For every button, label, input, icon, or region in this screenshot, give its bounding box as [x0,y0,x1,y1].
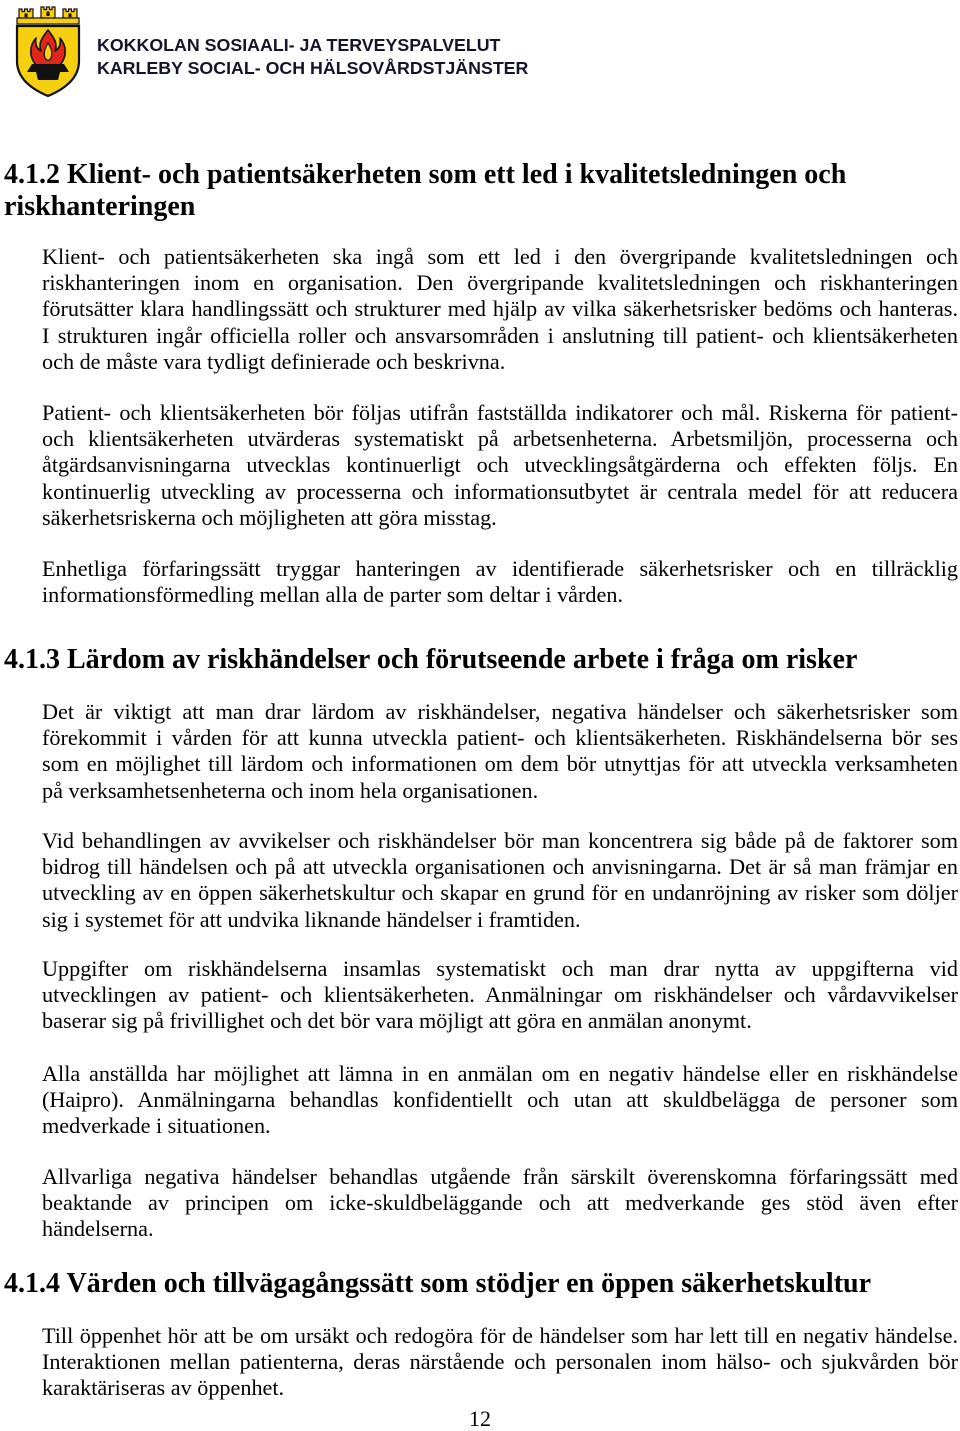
text-line: Allvarliga negativa händelser behandlas utgående från särskilt överenskomna förfaringssätt med [42,1164,958,1189]
text-line: beaktande av principen om icke-skuldbeläggande och att medverkande ges stöd även efter [42,1190,958,1216]
section-number: 4.1.4 [4,1268,60,1299]
text-line: förutsätter klara handlingssätt och strukturer med hjälp av vilka säkerhetsrisker bedöms och hanteras. [42,296,958,322]
paragraph [42,1323,958,1402]
organization-name-swedish: KARLEBY SOCIAL- OCH HÄLSOVÅRDSTJÄNSTER [97,58,529,78]
text-line: Till öppenhet hör att be om ursäkt och redogöra för de händelser som har lett till en negativ händelse. [42,1323,958,1348]
organization-name-finnish: KOKKOLAN SOSIAALI- JA TERVEYSPALVELUT [97,35,501,55]
paragraph [42,828,958,933]
text-line: Interaktionen mellan patienterna, deras närstående och personalen inom hälso- och sjukvården bör [42,1349,958,1375]
section-heading [4,159,958,223]
paragraph [42,956,958,1035]
paragraph [42,1061,958,1140]
text-line: på verksamhetsenheterna och inom hela organisationen. [42,777,539,803]
section-title: Lärdom av riskhändelser och förutseende arbete i fråga om risker [67,644,858,675]
text-line: I strukturen ingår officiella roller och ansvarsområden i anslutning till patient- och klientsäkerheten [42,322,958,348]
text-line: utvecklingen av patient- och klientsäkerheten. Anmälningar om riskhändelser och vårdavvikelser [42,982,958,1008]
paragraph [42,1164,958,1243]
section-heading [4,1268,958,1300]
text-line: karaktäriseras av öppenhet. [42,1375,285,1401]
text-line: baserar sig på frivillighet och det bör vara möjligt att göra en anmälan anonymt. [42,1008,752,1034]
paragraph [42,244,958,375]
paragraph [42,400,958,531]
text-line: Vid behandlingen av avvikelser och riskhändelser bör man koncentrera sig både på de faktorer som [42,828,958,853]
section-heading [4,644,958,676]
text-line: sig i systemet för att undvika liknande händelser i framtiden. [42,906,581,932]
paragraph [42,699,958,804]
text-line: som en möjlighet till lärdom och informationen om dem bör utnyttjas för att utveckla verksamheten [42,751,958,777]
paragraph [42,556,958,608]
text-line: Klient- och patientsäkerheten ska ingå som ett led i den övergripande kvalitetsledningen och [42,244,958,269]
page-number: 12 [469,1406,491,1431]
text-line: Uppgifter om riskhändelserna insamlas systematiskt och man drar nytta av uppgifterna vid [42,956,958,981]
text-line: och de måste vara tydligt definierade och beskrivna. [42,348,506,374]
text-line: Det är viktigt att man drar lärdom av riskhändelser, negativa händelser och säkerhetsrisker som [42,699,958,724]
text-line: riskhanteringen inom en organisation. Den övergripande kvalitetsledningen och riskhanteringen [42,270,958,296]
text-line: medverkade i situationen. [42,1113,271,1139]
section-title: Värden och tillvägagångssätt som stödjer en öppen säkerhetskultur [66,1268,872,1299]
text-line: (Haipro). Anmälningarna behandlas konfidentiellt och utan att skuldbelägga de personer som [42,1087,958,1113]
text-line: Alla anställda har möjlighet att lämna in en anmälan om en negativ händelse eller en riskhändelse [42,1061,958,1086]
coat-of-arms-icon [13,3,83,99]
text-line: och klientsäkerheten utvärderas systematiskt på arbetsenheterna. Arbetsmiljön, processerna och [42,426,958,452]
mural-crown [17,7,79,24]
text-line: Enhetliga förfaringssätt tryggar hanteringen av identifierade säkerhetsrisker och en tillräcklig [42,556,958,581]
text-line: händelserna. [42,1216,154,1242]
text-line: åtgärdsanvisningarna utvecklas kontinuerligt och utvecklingsåtgärderna och effekten följs. En [42,452,958,478]
text-line: förekommit i vården för att kunna utveckla patient- och klientsäkerheten. Riskhändelserna bör ses [42,725,958,751]
section-number: 4.1.3 [4,644,60,675]
section-number: 4.1.2 [4,159,60,190]
section-title: Klient- och patientsäkerheten som ett led i kvalitetsledningen och riskhanteringen [4,159,847,222]
text-line: informationsförmedling mellan alla de parter som deltar i vården. [42,582,623,608]
text-line: kontinuerlig utveckling av processerna och informationsutbytet är centrala medel för att reducera [42,478,958,504]
text-line: bidrog till händelsen och på att utveckla organisationen och anvisningarna. Det är så man främjar en [42,854,958,880]
text-line: säkerhetsriskerna och möjligheten att göra misstag. [42,504,497,530]
text-line: utveckling av en öppen säkerhetskultur och skapar en grund för en undanröjning av risker som döljer [42,880,958,906]
text-line: Patient- och klientsäkerheten bör följas utifrån fastställda indikatorer och mål. Riskerna för patient- [42,400,958,425]
